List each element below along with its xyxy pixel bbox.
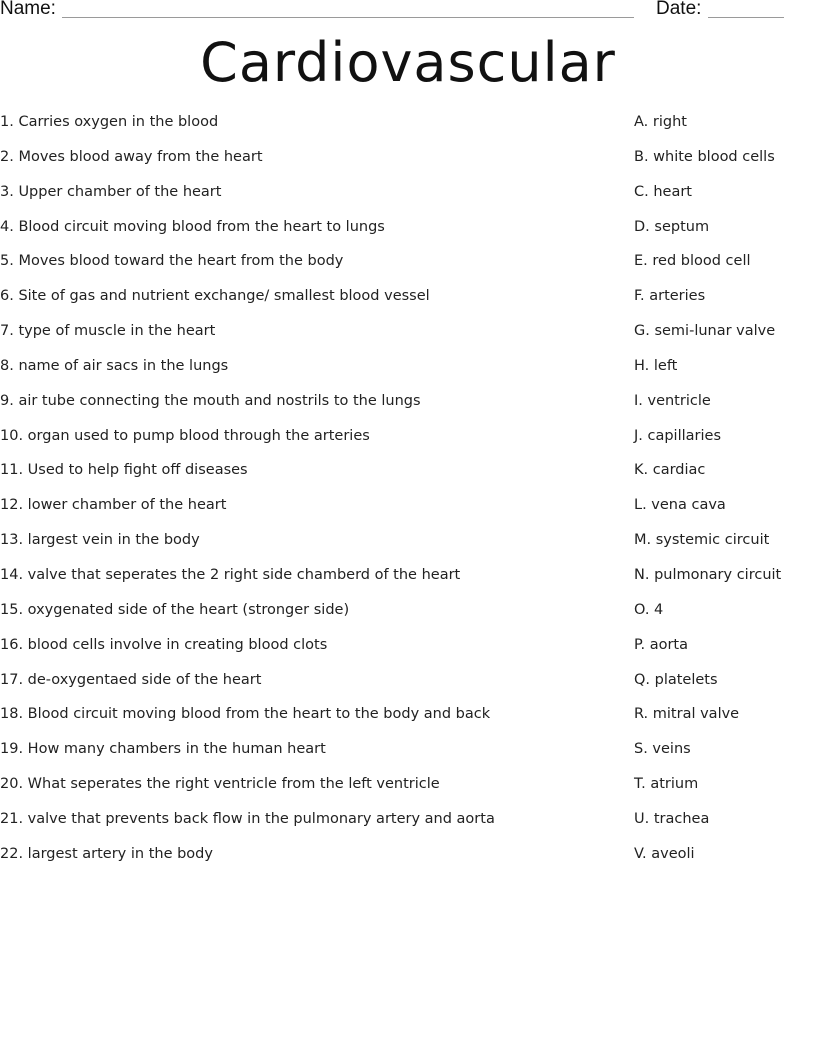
clue-item: 10. organ used to pump blood through the arteries <box>0 427 370 444</box>
clue-list <box>0 112 600 879</box>
answer-item: R. mitral valve <box>634 706 740 723</box>
clue-item: 18. Blood circuit moving blood from the heart to the body and back <box>0 706 491 723</box>
clue-item: 2. Moves blood away from the heart <box>0 148 263 165</box>
clue-item: 21. valve that prevents back flow in the pulmonary artery and aorta <box>0 810 495 827</box>
answer-item: B. white blood cells <box>634 148 775 165</box>
clue-item: 1. Carries oxygen in the blood <box>0 114 219 130</box>
clue-item: 7. type of muscle in the heart <box>0 323 216 340</box>
clue-item: 4. Blood circuit moving blood from the heart to lungs <box>0 218 385 235</box>
answer-item: C. heart <box>634 183 692 200</box>
clue-item: 13. largest vein in the body <box>0 532 200 549</box>
answer-item: I. ventricle <box>634 392 711 409</box>
answer-item: L. vena cava <box>634 497 726 514</box>
name-label: Name: <box>0 0 56 19</box>
clue-item: 15. oxygenated side of the heart (stronger side) <box>0 601 350 618</box>
answer-item: F. arteries <box>634 288 706 305</box>
answer-item: N. pulmonary circuit <box>634 566 782 583</box>
answer-item: K. cardiac <box>634 462 706 479</box>
clue-item: 5. Moves blood toward the heart from the body <box>0 253 344 270</box>
clue-item: 17. de-oxygentaed side of the heart <box>0 671 262 688</box>
clue-item: 20. What seperates the right ventricle from the left ventricle <box>0 776 440 793</box>
answer-item: U. trachea <box>634 810 710 827</box>
answer-item: H. left <box>634 357 678 374</box>
clue-item: 8. name of air sacs in the lungs <box>0 357 229 374</box>
date-label: Date: <box>656 0 702 19</box>
clue-item: 9. air tube connecting the mouth and nostrils to the lungs <box>0 392 421 409</box>
name-blank-line[interactable] <box>62 17 634 18</box>
worksheet-title: Cardiovascular <box>200 31 616 94</box>
worksheet-header <box>0 0 816 22</box>
clue-item: 3. Upper chamber of the heart <box>0 183 222 200</box>
clue-item: 6. Site of gas and nutrient exchange/ smallest blood vessel <box>0 288 430 305</box>
answer-item: G. semi-lunar valve <box>634 323 776 340</box>
answer-item: D. septum <box>634 218 710 235</box>
answer-item: O. 4 <box>634 601 664 618</box>
clue-item: 22. largest artery in the body <box>0 845 213 862</box>
answer-item: Q. platelets <box>634 671 718 688</box>
answer-list <box>634 112 816 879</box>
answer-item: J. capillaries <box>634 427 721 444</box>
answer-item: V. aveoli <box>634 845 695 862</box>
answer-item: E. red blood cell <box>634 253 751 270</box>
answer-item: M. systemic circuit <box>634 532 770 549</box>
answer-item: T. atrium <box>634 776 699 793</box>
clue-item: 12. lower chamber of the heart <box>0 497 227 514</box>
clue-item: 19. How many chambers in the human heart <box>0 741 326 758</box>
clue-item: 14. valve that seperates the 2 right side chamberd of the heart <box>0 566 461 583</box>
answer-item: A. right <box>634 114 687 130</box>
clue-item: 11. Used to help fight off diseases <box>0 462 248 479</box>
date-blank-line[interactable] <box>708 17 784 18</box>
answer-item: S. veins <box>634 741 691 758</box>
answer-item: P. aorta <box>634 636 688 653</box>
clue-item: 16. blood cells involve in creating blood clots <box>0 636 328 653</box>
